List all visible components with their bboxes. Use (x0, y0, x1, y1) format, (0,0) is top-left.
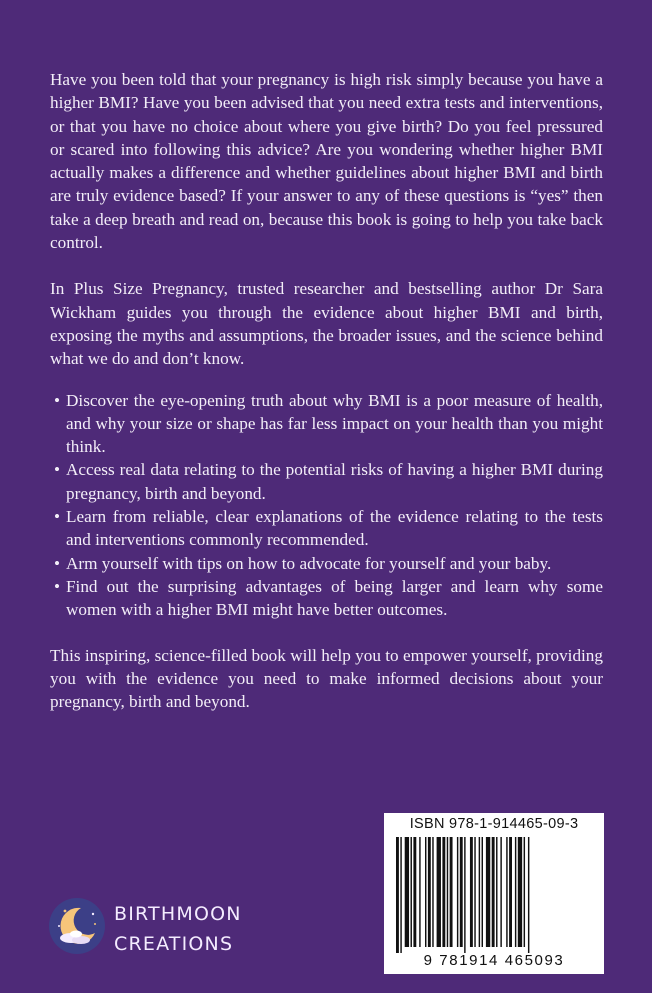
barcode-bar (428, 837, 431, 947)
barcode-bar (405, 837, 409, 947)
barcode-bar (442, 837, 445, 947)
barcode-bar (482, 837, 483, 947)
list-item (50, 458, 603, 505)
barcode-bar (479, 837, 480, 947)
barcode-bar (524, 837, 525, 947)
barcode-bar (470, 837, 473, 947)
bullet-icon: • (54, 460, 61, 480)
barcode-bar (437, 837, 441, 947)
publisher-name-line1: BIRTHMOON (114, 903, 242, 925)
barcode-bar (425, 837, 426, 947)
bullet-icon: • (54, 507, 61, 527)
barcode-bar (474, 837, 475, 947)
closing-paragraph: This inspiring, science-filled book will help you to empower yourself, providing you with the evidence you need to make informed decisions about your pregnancy, birth and beyond. (50, 645, 603, 712)
barcode-bars (394, 837, 594, 953)
barcode-bar (450, 837, 453, 947)
barcode-bar (506, 837, 507, 947)
barcode-bar (492, 837, 495, 947)
barcode-bar (486, 837, 490, 947)
barcode-bar (413, 837, 416, 947)
barcode-bar (400, 837, 401, 953)
barcode-bar (496, 837, 497, 947)
list-item-text: Learn from reliable, clear explanations of the evidence relating to the tests and interventions commonly recommended. (66, 507, 603, 550)
list-item (50, 389, 603, 459)
intro-paragraph: Have you been told that your pregnancy is high risk simply because you have a higher BMI? Have you been advised that you need extra tests and interventions, or that you have no choice about where you give birth? Do you feel pressured or scared into following this advice? Are you wondering whether higher BMI actually makes a difference and whether guidelines about higher BMI and birth are truly evidence based? If your answer to any of these questions is “yes” then take a deep breath and read on, because this book is going to help you take back control. (50, 70, 603, 253)
bullet-icon: • (54, 390, 61, 410)
barcode-bar (419, 837, 420, 947)
barcode-digits: 9 781914 465093 (423, 952, 565, 969)
bullet-icon: • (54, 553, 61, 573)
list-item (50, 575, 603, 622)
benefits-list (50, 389, 603, 622)
list-item-text: Access real data relating to the potential risks of having a higher BMI during pregnancy, birth and beyond. (66, 460, 603, 503)
barcode-bar (518, 837, 522, 947)
barcode-bar (447, 837, 448, 947)
barcode-bar (460, 837, 463, 947)
back-cover-blurb (50, 68, 603, 713)
list-item (50, 505, 603, 552)
isbn-barcode (384, 813, 604, 974)
list-item-text: Discover the eye-opening truth about why BMI is a poor measure of health, and why your size or shape has far less impact on your health than you might think. (66, 390, 603, 457)
barcode-bar (528, 837, 529, 953)
publisher-name (114, 899, 242, 959)
barcode-bar (432, 837, 433, 947)
publisher-name-line2: CREATIONS (114, 933, 234, 955)
list-item-text: Arm yourself with tips on how to advocate for yourself and your baby. (66, 553, 552, 573)
barcode-bar (515, 837, 516, 947)
book-summary-paragraph: In Plus Size Pregnancy, trusted researcher and bestselling author Dr Sara Wickham guides you through the evidence about higher BMI and birth, exposing the myths and assumptions, the broader issues, and the science behind what we do and don’t know. (50, 279, 603, 369)
barcode-bar (509, 837, 512, 947)
barcode-bar (457, 837, 458, 947)
moon-stars-icon (48, 897, 106, 955)
barcode-bar (464, 837, 465, 953)
list-item (50, 552, 603, 575)
list-item-text: Find out the surprising advantages of being larger and learn why some women with a higher BMI might have better outcomes. (66, 576, 603, 620)
publisher-logo (48, 896, 248, 960)
bullet-icon: • (54, 576, 61, 596)
barcode-bar (411, 837, 412, 947)
isbn-label: ISBN 978-1-914465-09-3 (409, 816, 579, 832)
barcode-bar (500, 837, 501, 947)
barcode-bar (396, 837, 399, 953)
